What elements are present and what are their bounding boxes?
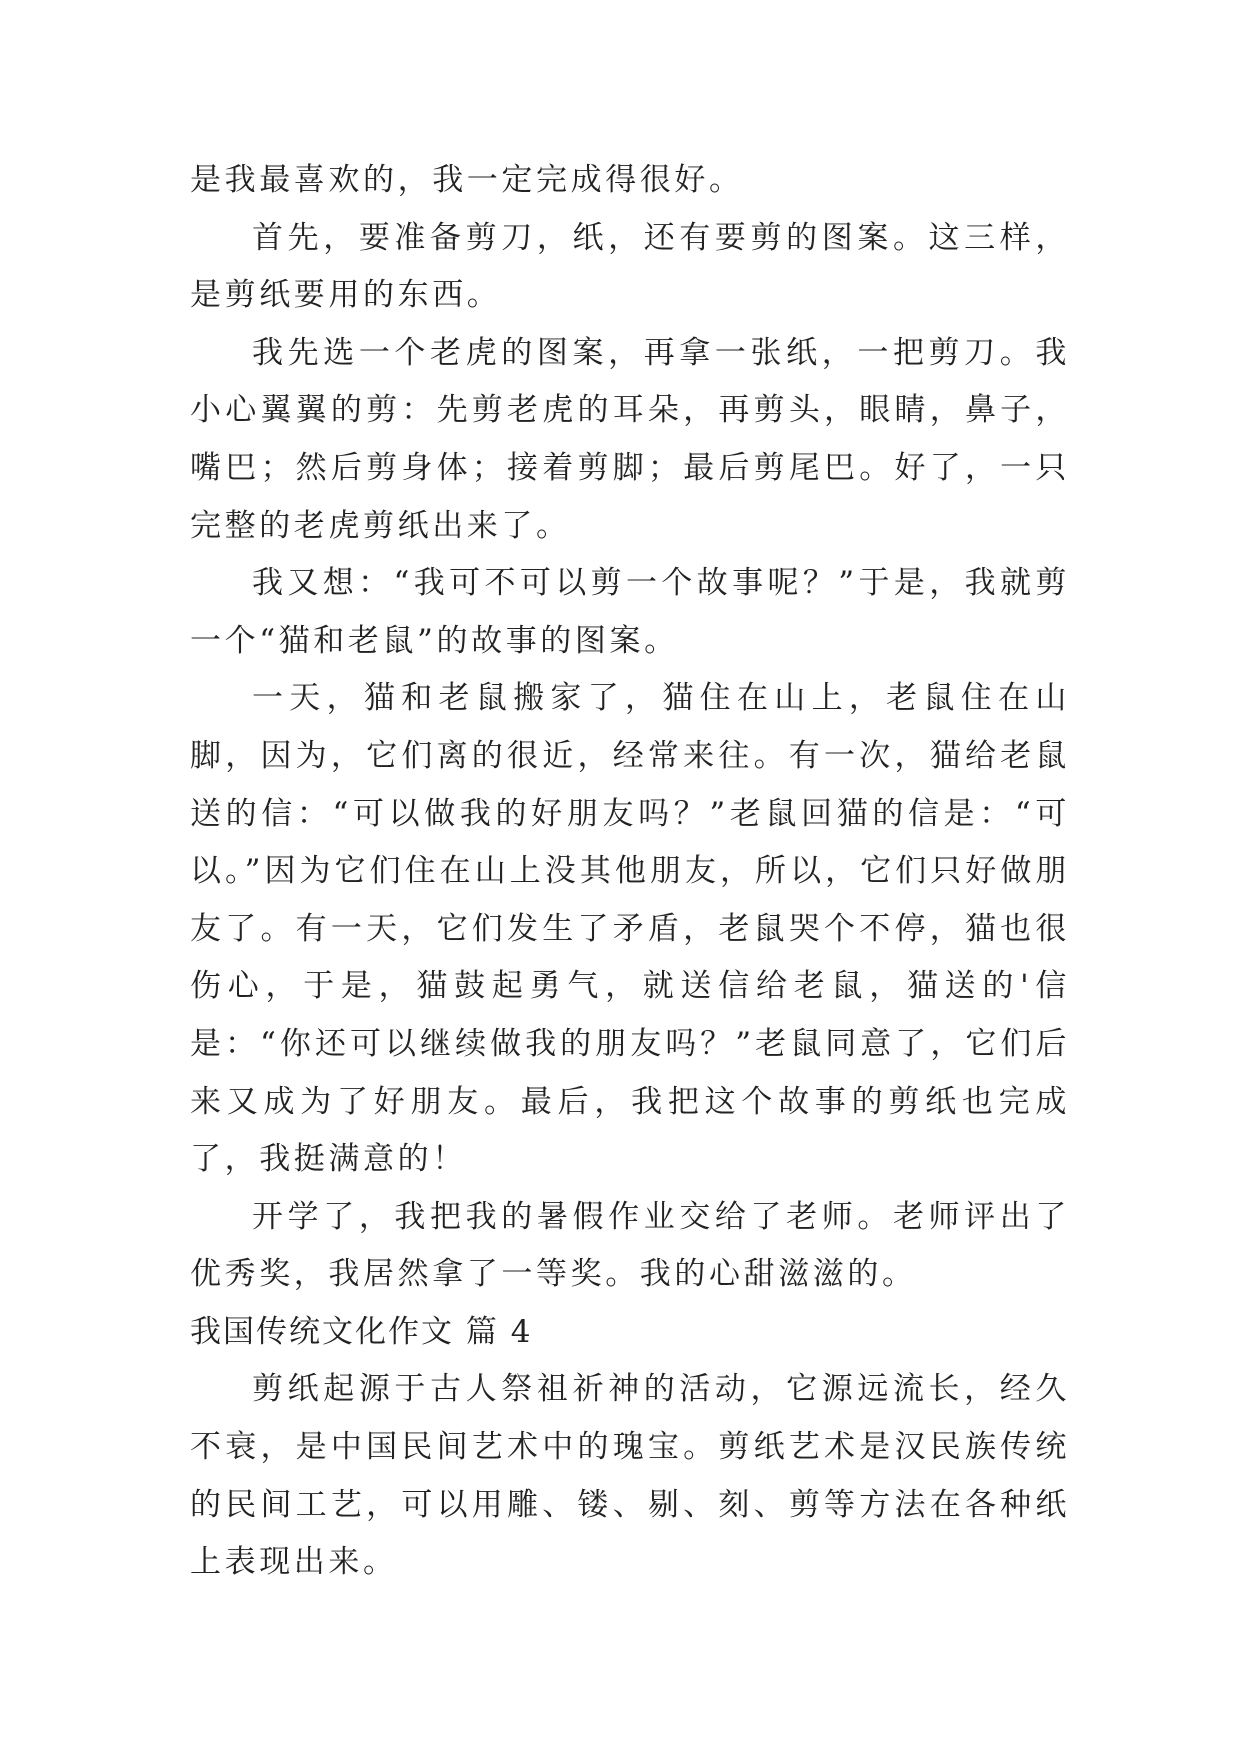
document-page [190,152,1070,1592]
paragraph-continued: 是我最喜欢的，我一定完成得很好。 [190,162,744,198]
paragraph-story-idea: 我又想：“我可不可以剪一个故事呢？”于是，我就剪一个“猫和老鼠”的故事的图案。 [190,565,1070,659]
paragraph-papercut-origin: 剪纸起源于古人祭祖祈神的活动，它源远流长，经久不衰，是中国民间艺术中的瑰宝。剪纸艺术是汉民族传统的民间工艺，可以用雕、镂、剔、刻、剪等方法在各种纸上表现出来。 [190,1371,1070,1581]
paragraph-cat-mouse-story: 一天，猫和老鼠搬家了，猫住在山上，老鼠住在山脚，因为，它们离的很近，经常来往。有一次，猫给老鼠送的信：“可以做我的好朋友吗？”老鼠回猫的信是：“可以。”因为它们住在山上没其他朋友，所以，它们只好做朋友了。有一天，它们发生了矛盾，老鼠哭个不停，猫也很伤心，于是，猫鼓起勇气，就送信给老鼠，猫送的'信是：“你还可以继续做我的朋友吗？”老鼠同意了，它们后来又成为了好朋友。最后，我把这个故事的剪纸也完成了，我挺满意的！ [190,680,1070,1178]
paragraph-school-award: 开学了，我把我的暑假作业交给了老师。老师评出了优秀奖，我居然拿了一等奖。我的心甜滋滋的。 [190,1198,1070,1293]
section-heading: 我国传统文化作文 篇 4 [190,1313,533,1350]
paragraph-tiger-papercut: 我先选一个老虎的图案，再拿一张纸，一把剪刀。我小心翼翼的剪：先剪老虎的耳朵，再剪头，眼睛，鼻子，嘴巴；然后剪身体；接着剪脚；最后剪尾巴。好了，一只完整的老虎剪纸出来了。 [190,334,1070,544]
paragraph-prepare-tools: 首先，要准备剪刀，纸，还有要剪的图案。这三样，是剪纸要用的东西。 [190,219,1070,314]
